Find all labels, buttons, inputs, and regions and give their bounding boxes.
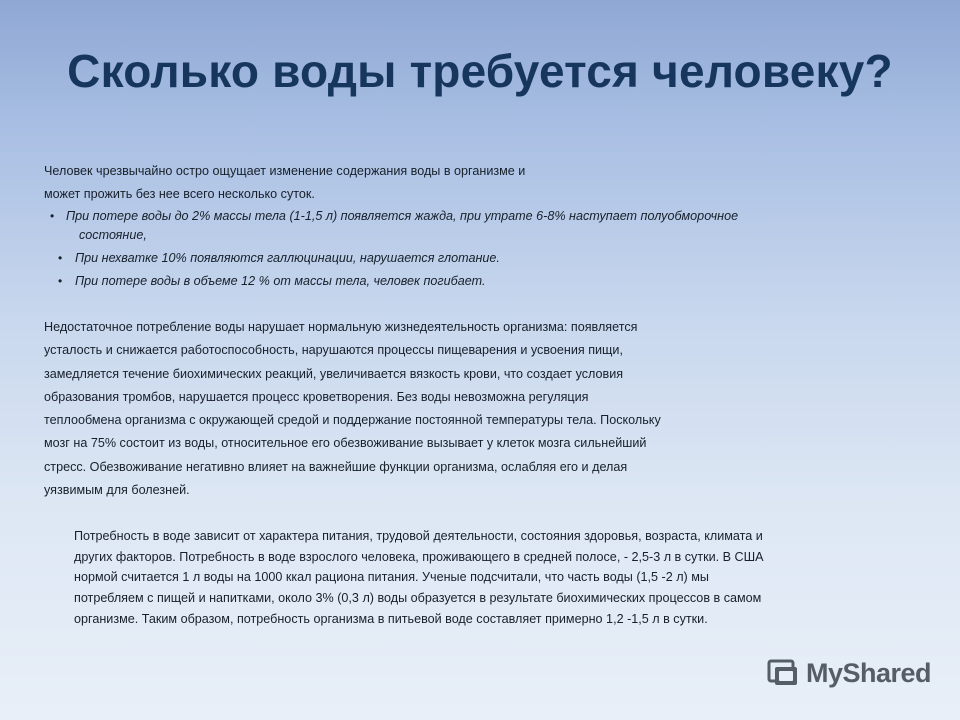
slide-title: Сколько воды требуется человеку? (67, 45, 893, 97)
bullet-text: При потере воды до 2% массы тела (1-1,5 л) появляется жажда, при утрате 6-8% наступает полуобморочное (66, 209, 739, 223)
intro-paragraph (44, 160, 525, 206)
need-paragraph (44, 526, 764, 629)
myshared-watermark[interactable] (766, 655, 931, 691)
bullet-dot: • (58, 251, 63, 265)
need-line: нормой считается 1 л воды на 1000 ккал рациона питания. Ученые подсчитали, что часть воды (1,5 -2 л) мы (74, 570, 709, 585)
need-line: других факторов. Потребность в воде взрослого человека, проживающего в средней полосе, - 2,5-3 л в сутки. В США (74, 549, 764, 564)
body-line: мозг на 75% состоит из воды, относительное его обезвоживание вызывает у клеток мозга сильнейший (44, 436, 647, 451)
bullet-text: При потере воды в объеме 12 % от массы тела, человек погибает. (75, 274, 486, 288)
intro-line: Человек чрезвычайно остро ощущает изменение содержания воды в организме и (44, 164, 526, 178)
body-paragraph (44, 316, 661, 502)
myshared-logo-icon (766, 656, 800, 690)
bullet-dot: • (50, 209, 55, 223)
need-line: Потребность в воде зависит от характера питания, трудовой деятельности, состояния здоровья, возраста, климата и (74, 529, 763, 543)
bullet-dot: • (58, 274, 63, 288)
need-line: потребляем с пищей и напитками, около 3% (0,3 л) воды образуется в результате биохимических процессов в самом (74, 591, 762, 606)
body-line: образования тромбов, нарушается процесс кроветворения. Без воды невозможна регуляция (44, 389, 589, 404)
body-line: стресс. Обезвоживание негативно влияет на важнейшие функции организма, ослабляя его и делая (44, 459, 628, 474)
bullet-text-continuation: состояние, (79, 228, 147, 242)
intro-line: может прожить без нее всего несколько суток. (44, 187, 315, 201)
body-line: замедляется течение биохимических реакций, увеличивается вязкость крови, что создает условия (44, 366, 624, 381)
bullet-text: При нехватке 10% появляются галлюцинации, нарушается глотание. (75, 251, 500, 265)
myshared-logo-text: MyShared (806, 657, 932, 688)
body-line: Недостаточное потребление воды нарушает нормальную жизнедеятельность организма: появляется (44, 320, 638, 334)
need-line: организме. Таким образом, потребность организма в питьевой воде составляет примерно 1,2 -1,5 л в сутки. (74, 611, 708, 626)
body-line: усталость и снижается работоспособность, нарушаются процессы пищеварения и усвоения пищи, (44, 343, 623, 358)
body-line: теплообмена организма с окружающей средой и поддержание постоянной температуры тела. Поскольку (44, 413, 661, 428)
body-line: уязвимым для болезней. (44, 483, 190, 498)
